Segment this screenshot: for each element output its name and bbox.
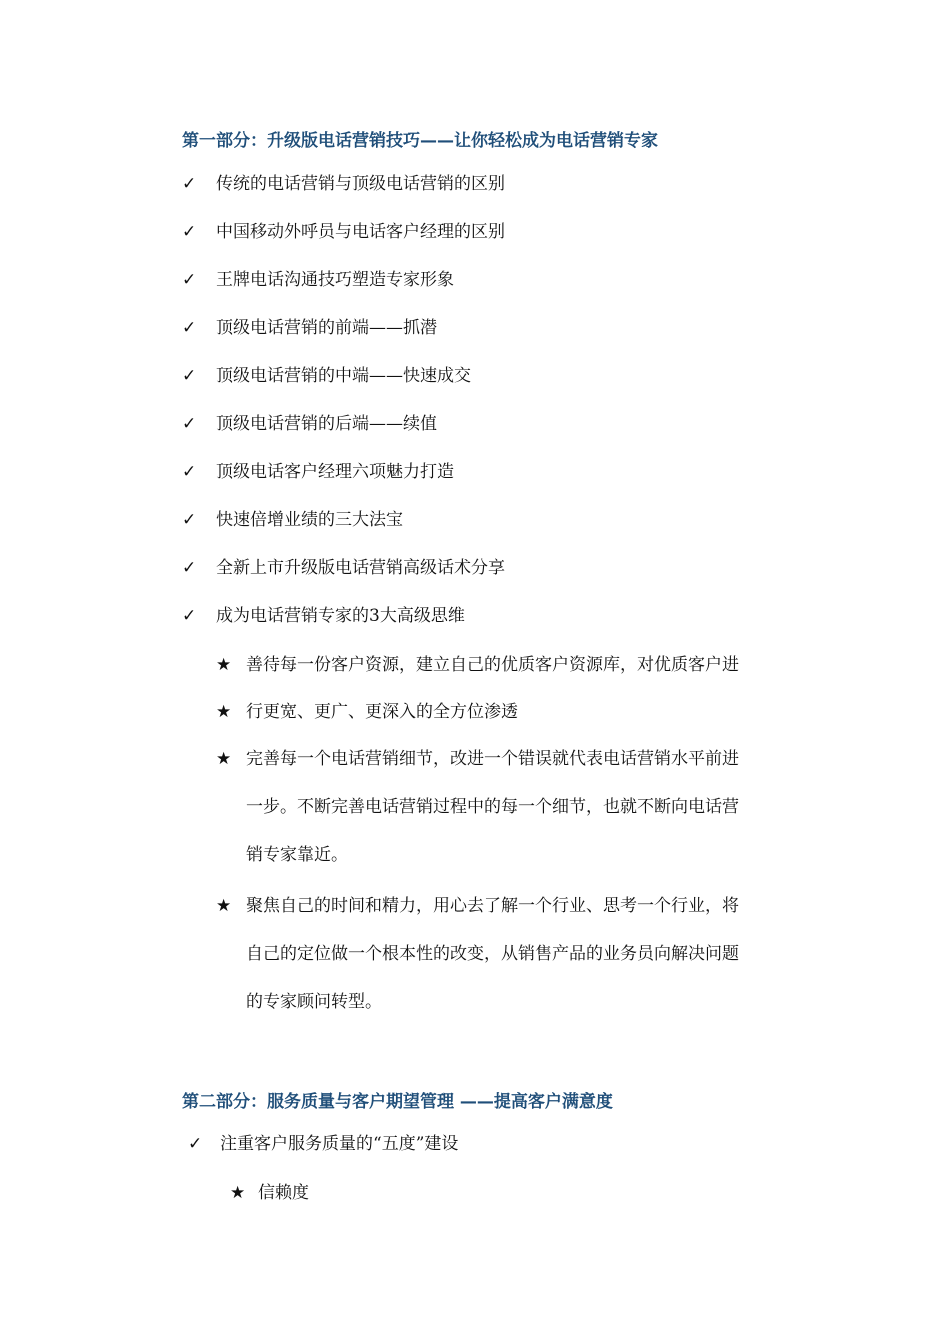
star-item-text: 善待每一份客户资源，建立自己的优质客户资源库，对优质客户进	[246, 655, 739, 675]
checkmark-icon: ✓	[182, 366, 197, 386]
star-icon: ★	[216, 749, 232, 769]
checkmark-icon: ✓	[182, 462, 197, 482]
checkmark-icon: ✓	[182, 606, 197, 626]
star-item-text: 的专家顾问转型。	[246, 992, 382, 1012]
list-item-text: 快速倍增业绩的三大法宝	[216, 510, 403, 530]
star-icon: ★	[216, 702, 232, 722]
star-item-text: 销专家靠近。	[246, 845, 348, 865]
star-icon: ★	[216, 896, 232, 916]
star-item-text: 完善每一个电话营销细节，改进一个错误就代表电话营销水平前进	[246, 749, 739, 769]
checkmark-icon: ✓	[182, 174, 197, 194]
list-item-text: 中国移动外呼员与电话客户经理的区别	[216, 222, 505, 242]
checkmark-icon: ✓	[182, 270, 197, 290]
list-item-text: 传统的电话营销与顶级电话营销的区别	[216, 174, 505, 194]
list-item-text: 注重客户服务质量的“五度”建设	[220, 1134, 459, 1154]
checkmark-icon: ✓	[182, 558, 197, 578]
checkmark-icon: ✓	[182, 318, 197, 338]
star-item-text: 一步。不断完善电话营销过程中的每一个细节，也就不断向电话营	[246, 797, 739, 817]
list-item-text: 顶级电话营销的后端——续值	[216, 414, 437, 434]
star-item-text: 信赖度	[258, 1183, 309, 1203]
star-icon: ★	[216, 655, 232, 675]
star-item-text: 聚焦自己的时间和精力，用心去了解一个行业、思考一个行业，将	[246, 896, 739, 916]
list-item-text: 全新上市升级版电话营销高级话术分享	[216, 558, 505, 578]
checkmark-icon: ✓	[182, 222, 197, 242]
checkmark-icon: ✓	[182, 414, 197, 434]
star-item-text: 自己的定位做一个根本性的改变，从销售产品的业务员向解决问题	[246, 944, 739, 964]
section-2-heading: 第二部分：服务质量与客户期望管理 ——提高客户满意度	[182, 1092, 613, 1112]
star-icon: ★	[230, 1183, 246, 1203]
list-item-text: 顶级电话营销的前端——抓潜	[216, 318, 437, 338]
checkmark-icon: ✓	[182, 510, 197, 530]
list-item-text: 王牌电话沟通技巧塑造专家形象	[216, 270, 454, 290]
section-1-heading: 第一部分：升级版电话营销技巧——让你轻松成为电话营销专家	[182, 131, 658, 151]
list-item-text: 顶级电话营销的中端——快速成交	[216, 366, 471, 386]
list-item-text: 顶级电话客户经理六项魅力打造	[216, 462, 454, 482]
list-item-text: 成为电话营销专家的3大高级思维	[216, 606, 465, 626]
checkmark-icon: ✓	[188, 1134, 203, 1154]
star-item-text: 行更宽、更广、更深入的全方位渗透	[246, 702, 518, 722]
